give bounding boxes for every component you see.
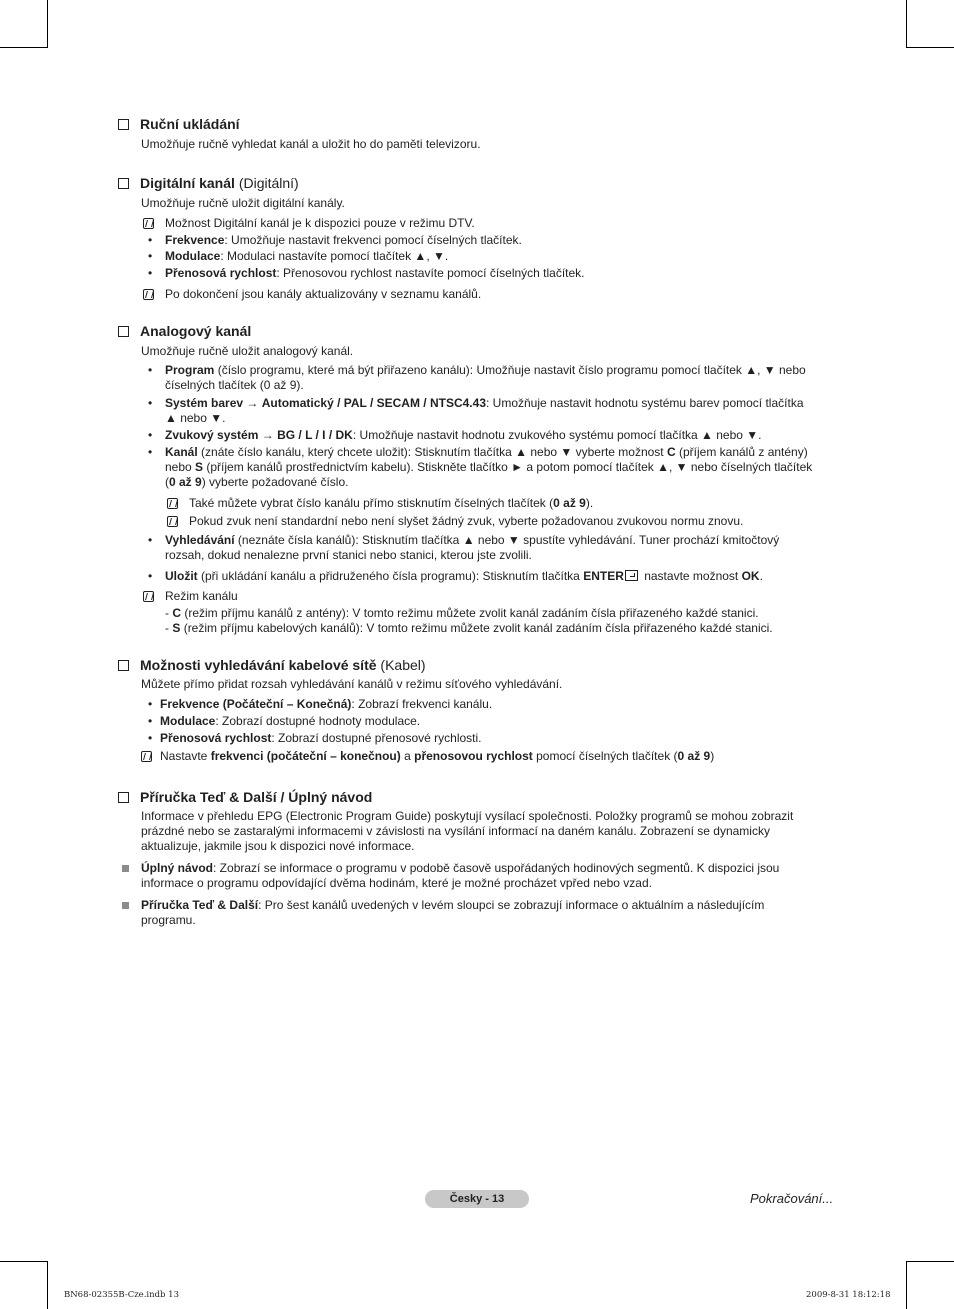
list-item: Uložit (při ukládání kanálu a přidruženého čísla programu): Stisknutím tlačítka ENTER nastavte možnost OK. xyxy=(165,569,763,583)
crop-mark xyxy=(906,1261,907,1309)
list-item: Frekvence (Počáteční – Konečná): Zobrazí frekvenci kanálu. xyxy=(160,697,493,711)
square-bullet-icon xyxy=(122,865,129,872)
list-item: Frekvence: Umožňuje nastavit frekvenci pomocí číselných tlačítek. xyxy=(165,233,522,247)
list-item-continued: ▲ nebo ▼. xyxy=(165,411,226,425)
list-item: Úplný návod: Zobrazí se informace o programu v podobě časově uspořádaných hodinových segmentů. K dispozici jsou xyxy=(141,861,780,875)
list-item-continued: informace o programu odpovídající dvěma hodinám, které je možné procházet vpřed nebo vzad. xyxy=(141,876,652,890)
list-item: Vyhledávání (neznáte čísla kanálů): Stisknutím tlačítka ▲ nebo ▼ spustíte vyhledávání. Tuner prochází kmitočtový xyxy=(165,533,780,547)
crop-mark xyxy=(906,0,907,48)
list-item-continued: (0 až 9) vyberte požadované číslo. xyxy=(165,475,349,489)
print-slug-left: BN68-02355B-Cze.indb 13 xyxy=(64,1290,179,1300)
bullet: • xyxy=(148,233,153,247)
list-item: Kanál (znáte číslo kanálu, který chcete uložit): Stisknutím tlačítka ▲ nebo ▼ vyberte možnost C (příjem kanálů z antény) xyxy=(165,445,808,459)
bullet: • xyxy=(148,266,153,280)
list-item: Modulace: Zobrazí dostupné hodnoty modulace. xyxy=(160,714,421,728)
continue-label: Pokračování... xyxy=(750,1191,834,1206)
bullet: • xyxy=(148,249,153,263)
list-item: Příručka Teď & Další: Pro šest kanálů uvedených v levém sloupci se zobrazují informace o aktuálním a následujícím xyxy=(141,898,765,912)
crop-mark xyxy=(47,1261,48,1309)
note-text: Možnost Digitální kanál je k dispozici pouze v režimu DTV. xyxy=(165,216,475,230)
crop-mark xyxy=(47,0,48,48)
bullet: • xyxy=(148,428,153,442)
list-item-continued: číselných tlačítek (0 až 9). xyxy=(165,378,304,392)
checkbox-icon xyxy=(118,660,129,671)
checkbox-icon xyxy=(118,178,129,189)
list-item: Přenosová rychlost: Přenosovou rychlost nastavíte pomocí číselných tlačítek. xyxy=(165,266,585,280)
note-text: Také můžete vybrat číslo kanálu přímo stisknutím číselných tlačítek (0 až 9). xyxy=(189,496,594,510)
dash-item: - C (režim příjmu kanálů z antény): V tomto režimu můžete zvolit kanál zadáním čísla přiřazeného každé stanici. xyxy=(165,606,759,620)
note-icon xyxy=(167,498,178,509)
square-bullet-icon xyxy=(122,902,129,909)
section-heading-guide: Příručka Teď & Další / Úplný návod xyxy=(118,789,372,805)
bullet: • xyxy=(148,363,153,377)
section-description: Umožňuje ručně uložit analogový kanál. xyxy=(141,344,354,358)
print-slug-right: 2009-8-31 18:12:18 xyxy=(806,1290,891,1300)
page-number-badge: Česky - 13 xyxy=(425,1190,529,1208)
note-icon xyxy=(143,289,154,300)
note-icon xyxy=(167,516,178,527)
bullet: • xyxy=(148,697,153,711)
bullet: • xyxy=(148,533,153,547)
crop-mark xyxy=(0,47,48,48)
bullet: • xyxy=(148,396,153,410)
bullet: • xyxy=(148,714,153,728)
checkbox-icon xyxy=(118,792,129,803)
list-item: Systém barev → Automatický / PAL / SECAM / NTSC4.43: Umožňuje nastavit hodnotu systému barev pomocí tlačítka xyxy=(165,396,804,410)
list-item: Modulace: Modulaci nastavíte pomocí tlačítek ▲, ▼. xyxy=(165,249,449,263)
section-description: Umožňuje ručně vyhledat kanál a uložit ho do paměti televizoru. xyxy=(141,137,481,151)
list-item-continued: nebo S (příjem kanálů prostřednictvím kabelu). Stiskněte tlačítko ► a potom pomocí tlačítek ▲, ▼ nebo číselných tlačítek xyxy=(165,460,813,474)
enter-icon xyxy=(625,570,638,581)
list-item-continued: rozsah, dokud nenalezne první stanici nebo stanici, kterou jste zvolili. xyxy=(165,548,532,562)
section-description: Můžete přímo přidat rozsah vyhledávání kanálů v režimu síťového vyhledávání. xyxy=(141,677,563,691)
note-text: Nastavte frekvenci (počáteční – konečnou) a přenosovou rychlost pomocí číselných tlačítek (0 až 9) xyxy=(160,749,715,763)
checkbox-icon xyxy=(118,326,129,337)
note-icon xyxy=(143,218,154,229)
section-heading-analog: Analogový kanál xyxy=(118,323,251,339)
section-heading-manual: Ruční ukládání xyxy=(118,116,240,132)
dash-item: - S (režim příjmu kabelových kanálů): V tomto režimu můžete zvolit kanál zadáním čísla přiřazeného každé stanici. xyxy=(165,621,773,635)
section-description: prázdné nebo se zastaralými informacemi v závislosti na vysílání informací na daném kanálu. Zobrazení se dynamicky xyxy=(141,824,770,838)
note-icon xyxy=(143,591,154,602)
crop-mark xyxy=(0,1261,48,1262)
bullet: • xyxy=(148,569,153,583)
bullet: • xyxy=(148,731,153,745)
crop-mark xyxy=(906,47,954,48)
checkbox-icon xyxy=(118,119,129,130)
section-heading-digital: Digitální kanál (Digitální) xyxy=(118,175,299,191)
section-description: Informace v přehledu EPG (Electronic Program Guide) poskytují vysílací společnosti. Položky programů se mohou zobrazit xyxy=(141,809,794,823)
note-text: Pokud zvuk není standardní nebo není slyšet žádný zvuk, vyberte požadovanou zvukovou normu znovu. xyxy=(189,514,744,528)
section-description: aktualizuje, jakmile jsou k dispozici nové informace. xyxy=(141,839,415,853)
note-text: Po dokončení jsou kanály aktualizovány v seznamu kanálů. xyxy=(165,287,482,301)
list-item-continued: programu. xyxy=(141,913,196,927)
list-item: Program (číslo programu, které má být přiřazeno kanálu): Umožňuje nastavit číslo programu pomocí tlačítek ▲, ▼ nebo xyxy=(165,363,806,377)
note-text: Režim kanálu xyxy=(165,589,238,603)
list-item: Zvukový systém → BG / L / I / DK: Umožňuje nastavit hodnotu zvukového systému pomocí tlačítka ▲ nebo ▼. xyxy=(165,428,762,442)
section-heading-cable: Možnosti vyhledávání kabelové sítě (Kabel) xyxy=(118,657,426,673)
note-icon xyxy=(141,751,152,762)
section-description: Umožňuje ručně uložit digitální kanály. xyxy=(141,196,345,210)
crop-mark xyxy=(906,1261,954,1262)
list-item: Přenosová rychlost: Zobrazí dostupné přenosové rychlosti. xyxy=(160,731,482,745)
bullet: • xyxy=(148,445,153,459)
